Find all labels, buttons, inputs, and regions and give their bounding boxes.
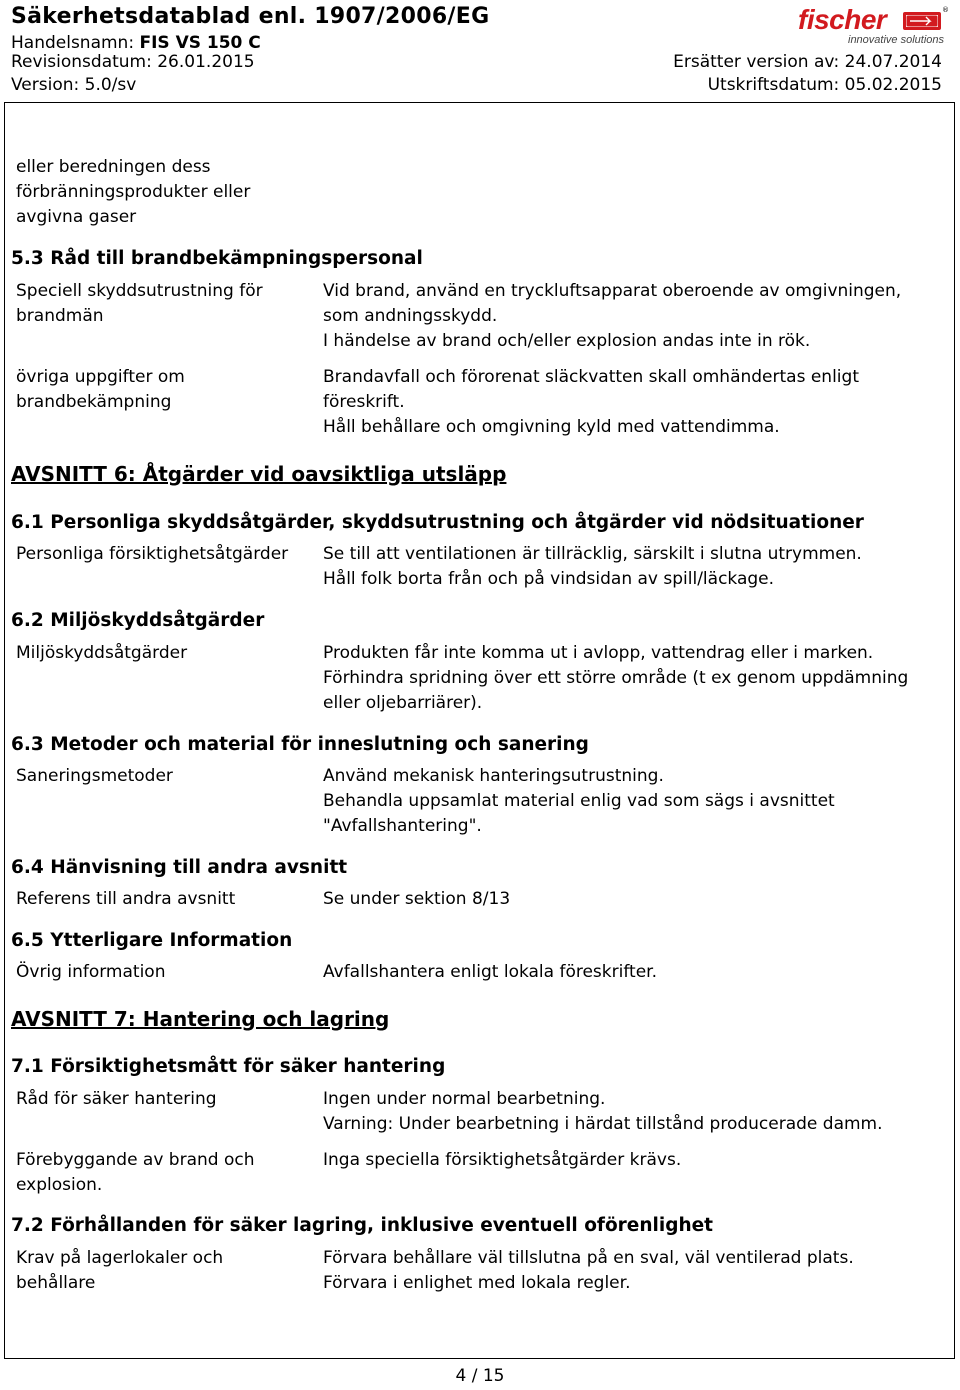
continuation-text: eller beredningen dess förbränningsprodukter eller avgivna gaser xyxy=(16,157,251,227)
field-label: Miljöskyddsåtgärder xyxy=(16,643,188,663)
field-value: Inga speciella försiktighetsåtgärder krävs. xyxy=(323,1150,682,1170)
print-date: Utskriftsdatum: 05.02.2015 xyxy=(707,75,942,95)
document-title: Säkerhetsdatablad enl. 1907/2006/EG xyxy=(11,4,490,29)
field-label: Krav på lagerlokaler och behållare xyxy=(16,1248,224,1293)
version: Version: 5.0/sv xyxy=(11,75,137,95)
trade-name xyxy=(11,33,261,53)
field-label: övriga uppgifter om brandbekämpning xyxy=(16,367,185,412)
field-value: Använd mekanisk hanteringsutrustning. Behandla uppsamlat material enlig vad som sägs i avsnittet "Avfallshantering". xyxy=(323,766,835,836)
logo-wordmark: fischer xyxy=(798,4,887,35)
subsection-7-2-title: 7.2 Förhållanden för säker lagring, inklusive eventuell oförenlighet xyxy=(11,1215,714,1236)
field-label: Referens till andra avsnitt xyxy=(16,889,236,909)
field-label: Förebyggande av brand och explosion. xyxy=(16,1150,255,1195)
field-value: Se till att ventilationen är tillräcklig, särskilt i slutna utrymmen. Håll folk borta från och på vindsidan av spill/läckage. xyxy=(323,544,862,589)
fischer-logo xyxy=(786,4,949,46)
subsection-6-4-title: 6.4 Hänvisning till andra avsnitt xyxy=(11,857,348,878)
page-number: 4 / 15 xyxy=(455,1366,505,1386)
field-value: Brandavfall och förorenat släckvatten skall omhändertas enligt föreskrift. Håll behållare och omgivning kyld med vattendimma. xyxy=(323,367,859,437)
subsection-6-2-title: 6.2 Miljöskyddsåtgärder xyxy=(11,610,265,631)
field-value: Produkten får inte komma ut i avlopp, vattendrag eller i marken. Förhindra spridning över ett större område (t ex genom uppdämning eller oljebarriärer). xyxy=(323,643,909,713)
replaces-version: Ersätter version av: 24.07.2014 xyxy=(673,52,942,72)
trade-name-value: FIS VS 150 C xyxy=(139,33,261,53)
logo-registered-mark: ® xyxy=(942,6,949,14)
revision-date: Revisionsdatum: 26.01.2015 xyxy=(11,52,255,72)
field-value: Förvara behållare väl tillslutna på en sval, väl ventilerad plats. Förvara i enlighet med lokala regler. xyxy=(323,1248,854,1293)
field-value: Vid brand, använd en tryckluftsapparat oberoende av omgivningen, som andningsskydd. I händelse av brand och/eller explosion andas inte in rök. xyxy=(323,281,902,351)
section-7-heading: AVSNITT 7: Hantering och lagring xyxy=(11,1007,390,1031)
field-label: Personliga försiktighetsåtgärder xyxy=(16,544,289,564)
field-label: Övrig information xyxy=(16,962,166,982)
subsection-6-1-title: 6.1 Personliga skyddsåtgärder, skyddsutrustning och åtgärder vid nödsituationer xyxy=(11,512,864,533)
logo-badge-icon xyxy=(903,12,941,30)
field-label: Saneringsmetoder xyxy=(16,766,173,786)
subsection-6-5-title: 6.5 Ytterligare Information xyxy=(11,930,293,951)
logo-tagline: innovative solutions xyxy=(848,34,945,46)
field-value: Se under sektion 8/13 xyxy=(323,889,511,909)
subsection-5-3-title: 5.3 Råd till brandbekämpningspersonal xyxy=(11,248,423,269)
field-value: Avfallshantera enligt lokala föreskrifter. xyxy=(323,962,657,982)
field-label: Speciell skyddsutrustning för brandmän xyxy=(16,281,263,326)
subsection-7-1-title: 7.1 Försiktighetsmått för säker hantering xyxy=(11,1056,446,1077)
section-6-heading: AVSNITT 6: Åtgärder vid oavsiktliga utsläpp xyxy=(11,462,507,486)
trade-name-label: Handelsnamn: xyxy=(11,33,140,53)
field-label: Råd för säker hantering xyxy=(16,1089,217,1109)
field-value: Ingen under normal bearbetning. Varning: Under bearbetning i härdat tillstånd producerade damm. xyxy=(323,1089,883,1134)
subsection-6-3-title: 6.3 Metoder och material för inneslutning och sanering xyxy=(11,734,589,755)
